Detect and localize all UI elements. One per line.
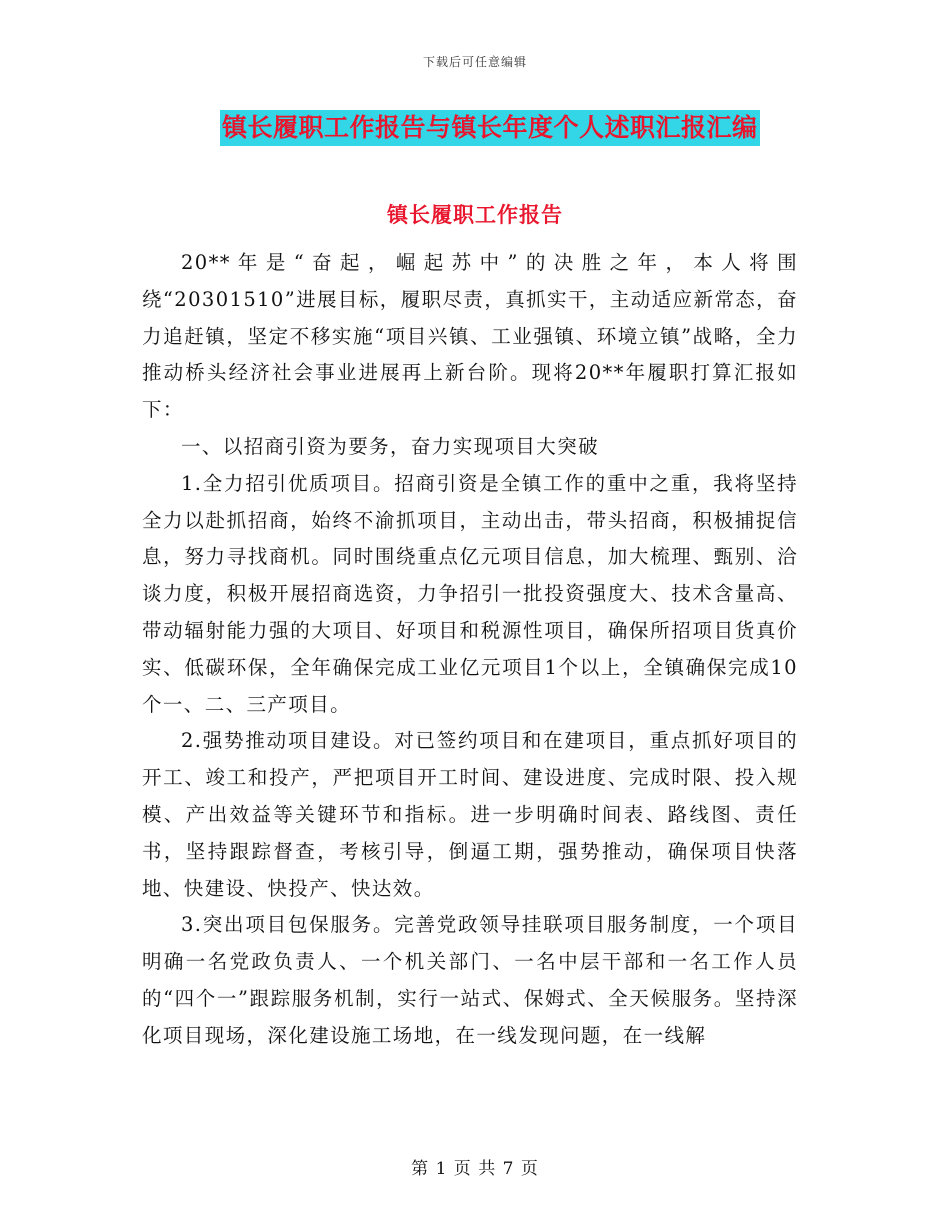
paragraph-heading-1: 一、以招商引资为要务，奋力实现项目大突破 (181, 434, 600, 458)
header-note: 下载后可任意编辑 (422, 55, 527, 69)
paragraph-item-3: 3.突出项目包保服务。完善党政领导挂联项目服务制度，一个项目明确一名党政负责人、一个机关部门、一名中层干部和一名工作人员的“四个一”跟踪服务机制，实行一站式、保姆式、全天候服务。坚持深化项目现场，深化建设施工场地，在一线发现问题，在一线解 (142, 913, 798, 1047)
paragraph-item-2: 2.强势推动项目建设。对已签约项目和在建项目，重点抓好项目的开工、竣工和投产，严把项目开工时间、建设进度、完成时限、投入规模、产出效益等关键环节和指标。进一步明确时间表、路线图、责任书，坚持跟踪督查，考核引导，倒逼工期，强势推动，确保项目快落地、快建设、快投产、快达效。 (142, 729, 798, 900)
document-body (142, 245, 798, 1055)
section-title: 镇长履职工作报告 (387, 202, 563, 227)
document-title: 镇长履职工作报告与镇长年度个人述职汇报汇编 (220, 110, 760, 146)
page-number: 第 1 页 共 7 页 (411, 1159, 539, 1179)
paragraph-item-1: 1.全力招引优质项目。招商引资是全镇工作的重中之重，我将坚持全力以赴抓招商，始终不渝抓项目，主动出击，带头招商，积极捕捉信息，努力寻找商机。同时围绕重点亿元项目信息，加大梳理、甄别、洽谈力度，积极开展招商选资，力争招引一批投资强度大、技术含量高、带动辐射能力强的大项目、好项目和税源性项目，确保所招项目货真价实、低碳环保，全年确保完成工业亿元项目1个以上，全镇确保完成10个一、二、三产项目。 (142, 471, 798, 716)
paragraph-intro: 20**年是“奋起，崛起苏中”的决胜之年，本人将围绕“20301510”进展目标，履职尽责，真抓实干，主动适应新常态，奋力追赶镇，坚定不移实施“项目兴镇、工业强镇、环境立镇”战略，全力推动桥头经济社会事业进展再上新台阶。现将20**年履职打算汇报如下： (142, 251, 798, 422)
